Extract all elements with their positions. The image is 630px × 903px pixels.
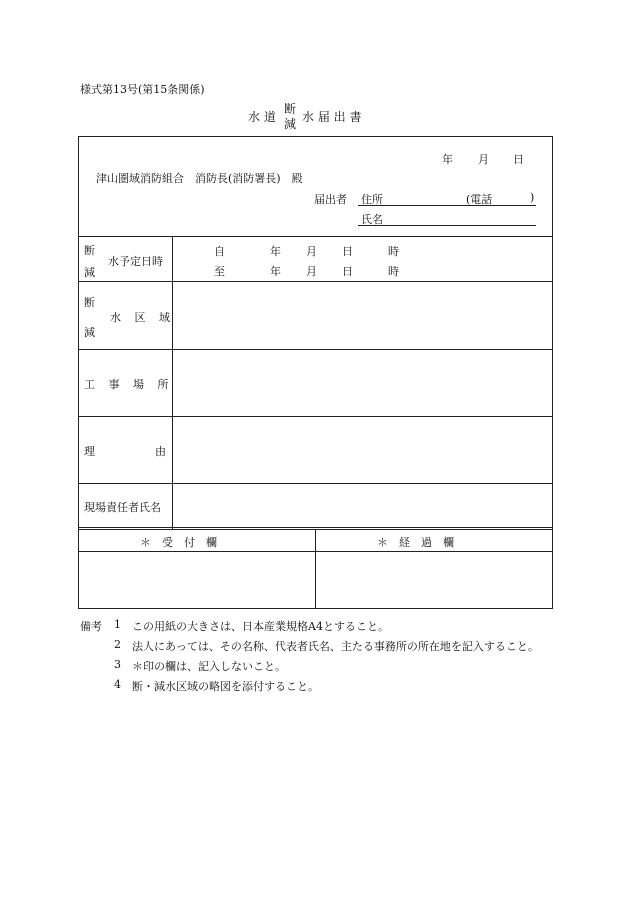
to-month: 月 [306,265,317,278]
to-day: 日 [342,265,353,278]
note-text: ＊印の欄は、記入しないこと。 [132,660,286,673]
to-year: 年 [270,265,281,278]
reason-label-left: 理 [84,445,95,458]
form-title [240,100,400,130]
progress-field [317,553,551,607]
form-number: 様式第13号(第15条関係) [80,83,205,96]
note-number: 3 [114,658,121,671]
note-number: 1 [114,618,121,631]
divider [78,349,553,350]
schedule-label-top: 断 [84,244,95,257]
divider [78,236,553,237]
area-label-bottom: 減 [84,326,95,339]
date-year: 年 [442,153,453,166]
title-stack-bottom: 減 [284,117,297,131]
area-label-top: 断 [84,296,95,309]
addressee: 津山圏域消防組合 消防長(消防署長) 殿 [96,172,303,185]
note-text: 法人にあっては、その名称、代表者氏名、主たる事務所の所在地を記入すること。 [132,640,539,653]
divider [78,416,553,417]
note-text: この用紙の大きさは、日本産業規格A4とすること。 [132,620,389,633]
from-label: 自 [214,245,225,258]
from-year: 年 [270,245,281,258]
schedule-label: 水予定日時 [108,255,163,268]
schedule-label-bottom: 減 [84,266,95,279]
office-column-divider [315,529,316,609]
title-prefix: 水 道 [248,110,276,124]
reception-header: ＊ 受 付 欄 [140,536,217,549]
site-label: 工 事 場 所 [84,378,174,391]
divider [78,527,553,528]
to-hour: 時 [388,265,399,278]
note-number: 4 [114,678,121,691]
area-label: 水 区 域 [110,311,175,324]
address-underline [358,205,536,206]
name-underline [358,225,536,226]
site-field[interactable] [174,351,550,414]
phone-close: ) [530,191,535,204]
phone-open: (電話 [466,193,493,206]
area-field[interactable] [174,283,550,347]
note-text: 断・減水区域の略図を添付すること。 [132,680,319,693]
from-month: 月 [306,245,317,258]
from-day: 日 [342,245,353,258]
reason-label-right: 由 [155,445,166,458]
address-label[interactable]: 住所 [361,193,383,206]
note-number: 2 [114,638,121,651]
notes-label: 備考 [80,620,102,633]
reception-field [80,553,313,607]
progress-header: ＊ 経 過 欄 [377,536,454,549]
to-label: 至 [214,265,225,278]
from-hour: 時 [388,245,399,258]
divider [78,483,553,484]
applicant-label: 届出者 [314,193,347,206]
supervisor-field[interactable] [174,485,550,525]
reason-field[interactable] [174,418,550,481]
title-suffix: 水 届 出 書 [302,110,362,124]
supervisor-label: 現場責任者氏名 [84,501,161,514]
divider [78,281,553,282]
date-month: 月 [478,153,489,166]
title-stack-top: 断 [284,102,297,116]
date-day: 日 [513,153,524,166]
name-label[interactable]: 氏名 [361,213,383,226]
